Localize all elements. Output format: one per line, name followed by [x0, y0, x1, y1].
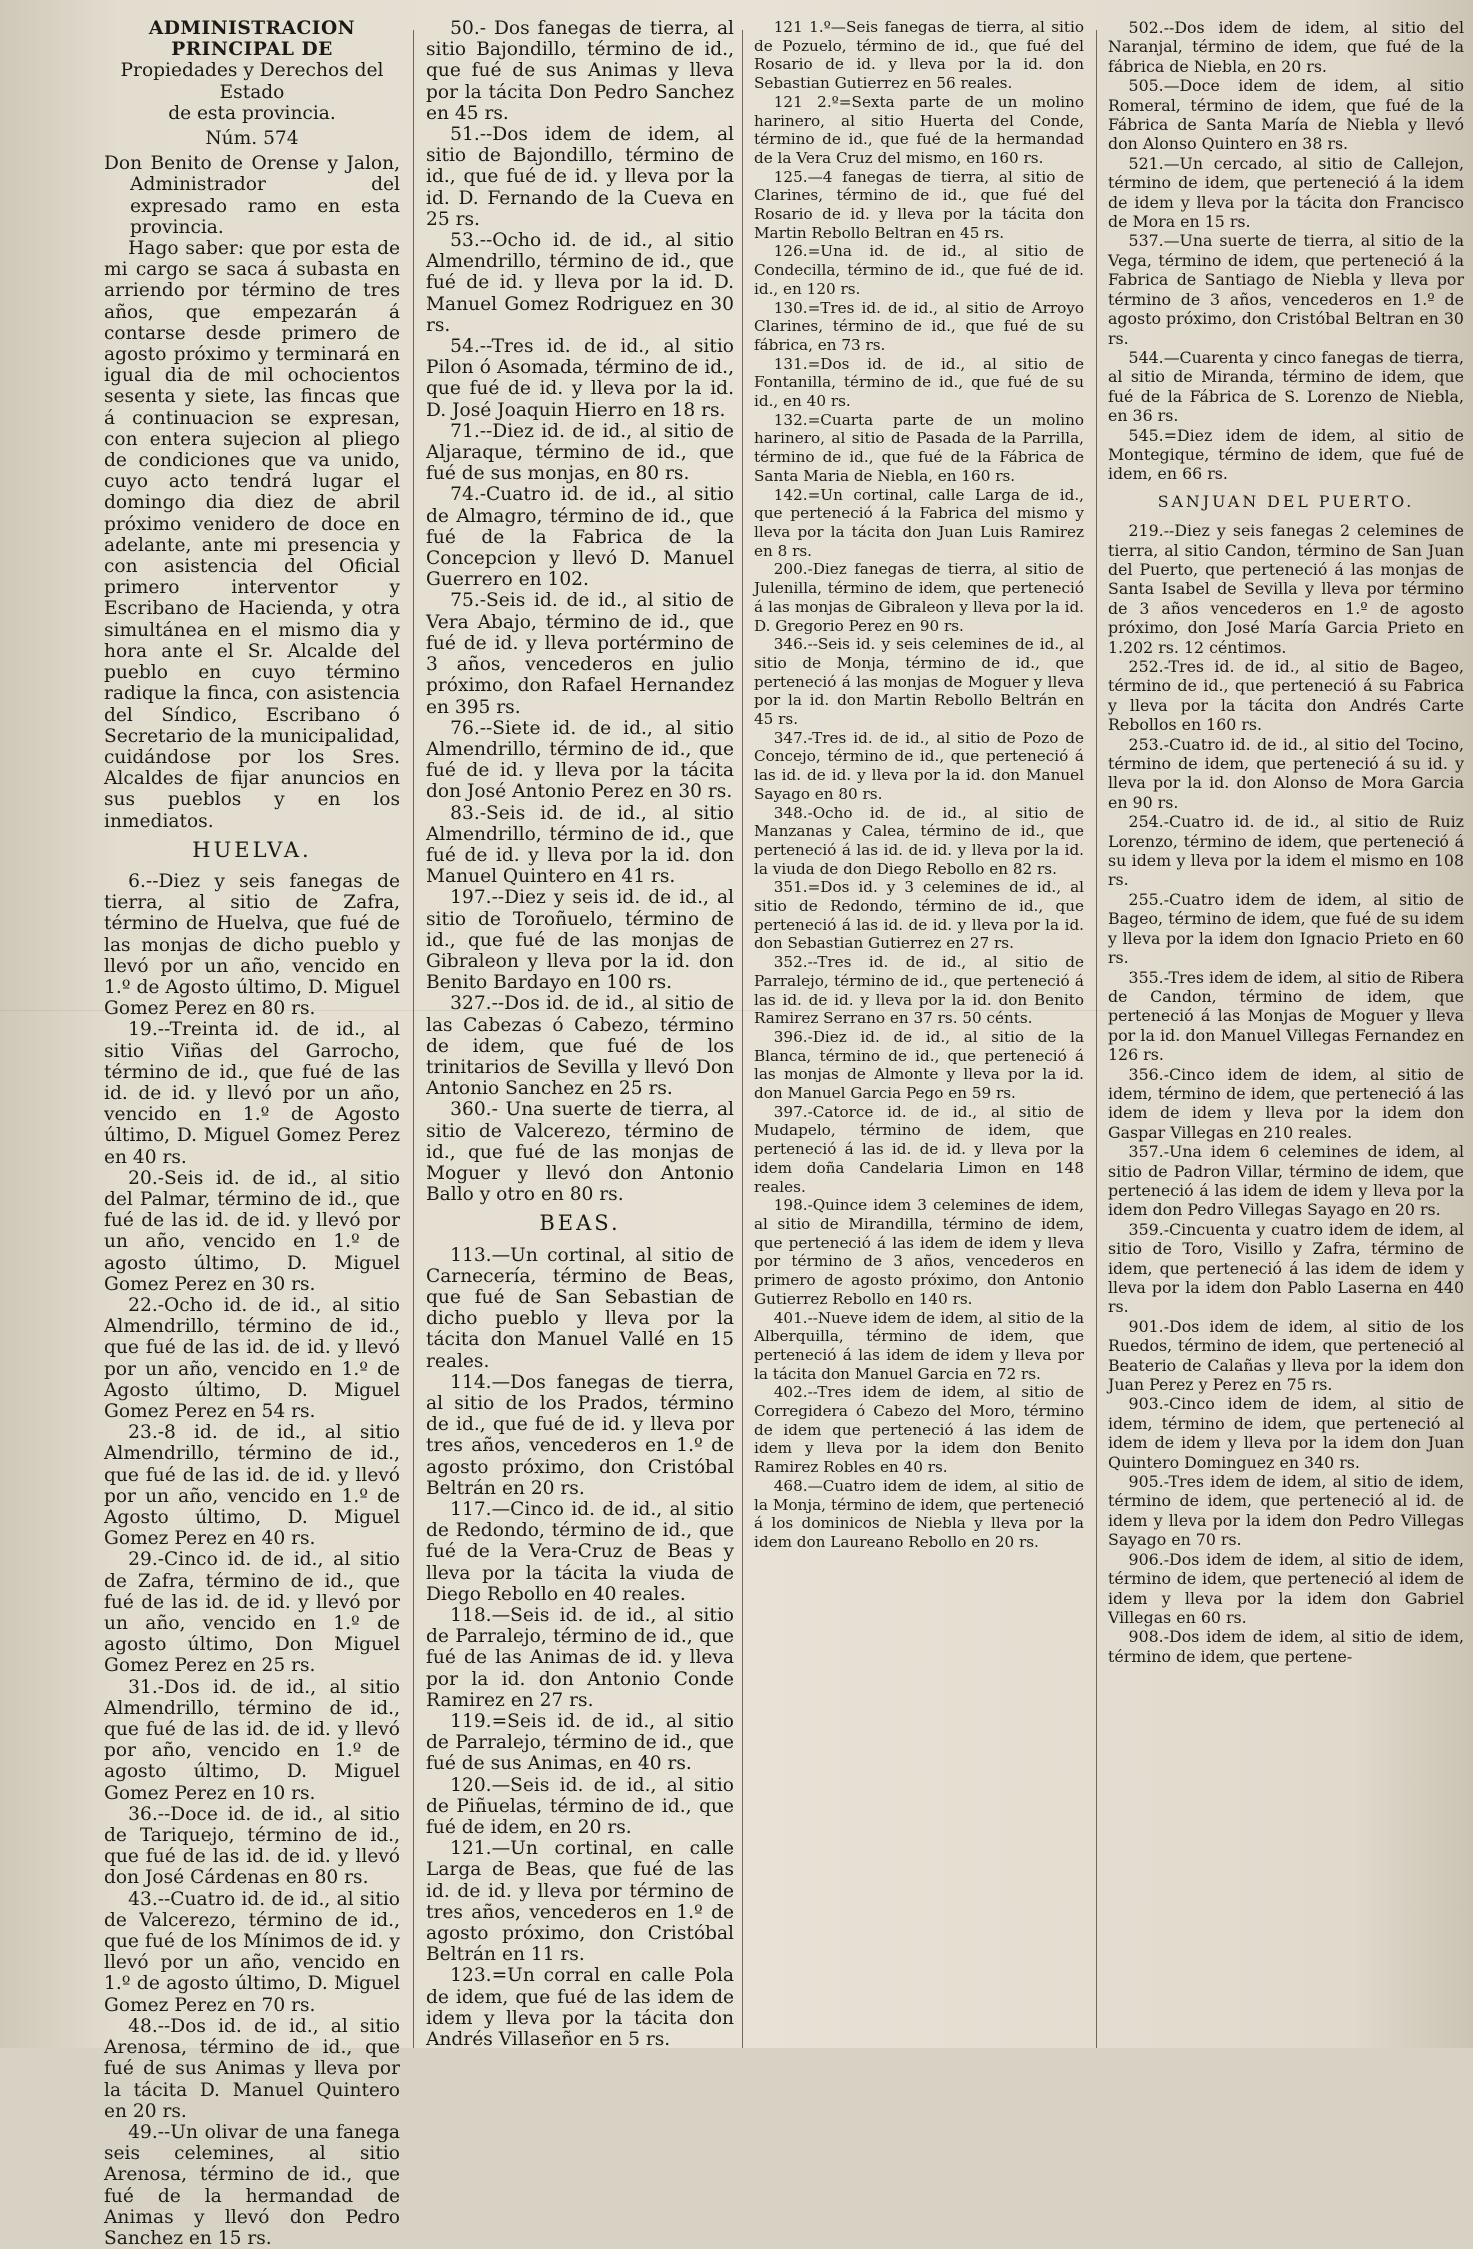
- property-entry: 397.-Catorce id. de id., al sitio de Mudapelo, término de idem, que perteneció á las id. de id. y lleva por la idem doña Candelaria Limon en 148 reales.: [754, 1102, 1084, 1196]
- property-entry: 119.=Seis id. de id., al sitio de Parralejo, término de id., que fué de sus Animas, en 40 rs.: [426, 1711, 734, 1775]
- property-entry: 401.--Nueve idem de idem, al sitio de la Alberquilla, término de idem, que perteneció á las idem de idem y lleva por la tácita don Manuel Garcia en 72 rs.: [754, 1308, 1084, 1383]
- property-entry: 126.=Una id. de id., al sitio de Condecilla, término de id., que fué de id. id., en 120 rs.: [754, 242, 1084, 298]
- property-entry: 54.--Tres id. de id., al sitio Pilon ó Asomada, término de id., que fué de id. y lleva por la id. D. José Joaquin Hierro en 18 rs.: [426, 336, 734, 421]
- property-entry: 905.-Tres idem de idem, al sitio de idem, término de idem, que perteneció al id. de idem y lleva por la idem don Pedro Villegas Sayago en 70 rs.: [1108, 1472, 1464, 1550]
- column-1: [104, 18, 400, 2249]
- property-entry: 121.—Un cortinal, en calle Larga de Beas, que fué de las id. de id. y lleva por término de tres años, vencederos en 1.º de agosto próximo, don Cristóbal Beltrán en 11 rs.: [426, 1838, 734, 1966]
- section-title-beas: BEAS.: [539, 1211, 621, 1236]
- property-entry: 219.--Diez y seis fanegas 2 celemines de tierra, al sitio Candon, término de San Juan del Puerto, que perteneció á las monjas de Santa Isabel de Sevilla y lleva por término de 3 años vencederos en 1.º de agosto próximo, don José María Garcia Prieto en 1.202 rs. 12 céntimos.: [1108, 521, 1464, 657]
- property-entry: 198.-Quince idem 3 celemines de idem, al sitio de Mirandilla, término de idem, que perteneció á las idem de idem y lleva por término de 3 años, vencederos en primero de agosto próximo, don Antonio Gutierrez Rebollo en 140 rs.: [754, 1196, 1084, 1308]
- property-entry: 502.--Dos idem de idem, al sitio del Naranjal, término de idem, que fué de la fábrica de Niebla, en 20 rs.: [1108, 18, 1464, 76]
- property-entry: 901.-Dos idem de idem, al sitio de los Ruedos, término de idem, que perteneció al Beaterio de Calañas y lleva por la idem don Juan Perez y Perez en 75 rs.: [1108, 1316, 1464, 1395]
- huelva-entries-continued: [426, 18, 734, 1205]
- property-entry: 48.--Dos id. de id., al sitio Arenosa, término de id., que fué de sus Animas y lleva por la tácita D. Manuel Quintero en 20 rs.: [104, 2015, 400, 2122]
- property-entry: 906.-Dos idem de idem, al sitio de idem, término de idem, que perteneció al idem de idem y lleva por la idem don Gabriel Villegas en 60 rs.: [1108, 1549, 1464, 1627]
- property-entry: 83.-Seis id. de id., al sitio Almendrillo, término de id., que fué de id. y lleva por la id. don Manuel Quintero en 41 rs.: [426, 802, 734, 888]
- property-entry: 359.-Cincuenta y cuatro idem de idem, al sitio de Toro, Visillo y Zafra, término de idem, que perteneció á las idem de idem y lleva por la idem don Pablo Laserna en 440 rs.: [1108, 1219, 1464, 1317]
- property-entry: 53.--Ocho id. de id., al sitio Almendrillo, término de id., que fué de id. y lleva por la id. D. Manuel Gomez Rodriguez en 30 rs.: [426, 230, 734, 336]
- property-entry: 545.=Diez idem de idem, al sitio de Montegique, término de idem, que fué de idem, en 66 rs.: [1108, 425, 1464, 484]
- property-entry: 23.-8 id. de id., al sitio Almendrillo, término de id., que fué de las id. de id. y llevó por un año, vencido en 1.º de Agosto último, D. Miguel Gomez Perez en 40 rs.: [104, 1422, 400, 1550]
- column-4: [1108, 18, 1464, 2046]
- property-entry: 36.--Doce id. de id., al sitio de Tariquejo, término de id., que fué de las id. de id. y llevó don José Cárdenas en 80 rs.: [104, 1803, 400, 1889]
- property-entry: 142.=Un cortinal, calle Larga de id., que perteneció á la Fabrica del mismo y lleva por la tácita don Juan Luis Ramirez en 8 rs.: [754, 485, 1084, 560]
- notice-number: Núm. 574: [205, 128, 299, 150]
- property-entry: 29.-Cinco id. de id., al sitio de Zafra, término de id., que fué de las id. de id. y llevó por un año, vencido en 1.º de agosto último, Don Miguel Gomez Perez en 25 rs.: [104, 1549, 400, 1677]
- property-entry: 131.=Dos id. de id., al sitio de Fontanilla, término de id., que fué de su id., en 40 rs.: [754, 354, 1084, 411]
- property-entry: 908.-Dos idem de idem, al sitio de idem, término de idem, que pertene-: [1108, 1627, 1464, 1666]
- property-entry: 121 2.º=Sexta parte de un molino harinero, al sitio Huerta del Conde, término de id., que fué de la hermandad de la Vera Cruz del mismo, en 160 rs.: [754, 92, 1084, 167]
- property-entry: 123.=Un corral en calle Pola de idem, que fué de las idem de idem y lleva por la tácita don Andrés Villaseñor en 5 rs.: [426, 1965, 734, 2051]
- huelva-entries: [104, 871, 400, 2249]
- property-entry: 357.-Una idem 6 celemines de idem, al sitio de Padron Villar, término de idem, que perteneció á las idem de idem y lleva por la idem don Pedro Villegas Sayago en 20 rs.: [1108, 1142, 1464, 1220]
- property-entry: 352.--Tres id. de id., al sitio de Parralejo, término de id., que perteneció á las id. de id. y lleva por la id. don Benito Ramirez Serrano en 37 rs. 50 cénts.: [754, 953, 1084, 1028]
- column-2: [426, 18, 734, 2051]
- property-entry: 521.—Un cercado, al sitio de Callejon, término de idem, que perteneció á la idem de idem y lleva por la tácita don Francisco de Mora en 15 rs.: [1108, 153, 1464, 232]
- property-entry: 402.--Tres idem de idem, al sitio de Corregidera ó Cabezo del Moro, término de idem que perteneció á las idem de idem y lleva por la idem don Benito Ramirez Robles en 40 rs.: [754, 1383, 1084, 1477]
- property-entry: 132.=Cuarta parte de un molino harinero, al sitio de Pasada de la Parrilla, término de id., que fué de la Fábrica de Santa Maria de Niebla, en 160 rs.: [754, 410, 1084, 485]
- property-entry: 19.--Treinta id. de id., al sitio Viñas del Garrocho, término de id., que fué de las id. de id. y llevó por un año, vencido en 1.º de Agosto último, D. Miguel Gomez Perez en 40 rs.: [104, 1019, 400, 1168]
- property-entry: 348.-Ocho id. de id., al sitio de Manzanas y Calea, término de id., que perteneció á las id. de id. y lleva por la id. la viuda de don Diego Rebollo en 82 rs.: [754, 803, 1084, 878]
- property-entry: 117.—Cinco id. de id., al sitio de Redondo, término de id., que fué de la Vera-Cruz de Beas y lleva por la tácita la viuda de Diego Rebollo en 40 reales.: [426, 1499, 734, 1605]
- property-entry: 121 1.º—Seis fanegas de tierra, al sitio de Pozuelo, término de id., que fué del Rosario de id. y lleva por la id. don Sebastian Gutierrez en 56 reales.: [754, 18, 1084, 93]
- column-rule: [1096, 30, 1097, 2048]
- property-entry: 113.—Un cortinal, al sitio de Carnecería, término de Beas, que fué de San Sebastian de dicho pueblo y lleva por la tácita don Manuel Vallé en 15 reales.: [426, 1244, 734, 1372]
- property-entry: 120.—Seis id. de id., al sitio de Piñuelas, término de id., que fué de idem, en 20 rs.: [426, 1774, 734, 1839]
- property-entry: 43.--Cuatro id. de id., al sitio de Valcerezo, término de id., que fué de los Mínimos de id. y llevó por un año, vencido en 1.º de agosto último, D. Miguel Gomez Perez en 70 rs.: [104, 1888, 400, 2016]
- property-entry: 20.-Seis id. de id., al sitio del Palmar, término de id., que fué de las id. de id. y llevó por un año, vencido en 1.º de agosto último, D. Miguel Gomez Perez en 30 rs.: [104, 1167, 400, 1295]
- property-entry: 254.-Cuatro id. de id., al sitio de Ruiz Lorenzo, término de idem, que perteneció á su idem y lleva por la idem el mismo en 108 rs.: [1108, 812, 1464, 890]
- property-entry: 50.- Dos fanegas de tierra, al sitio Bajondillo, término de id., que fué de sus Animas y lleva por la tácita Don Pedro Sanchez en 45 rs.: [426, 18, 734, 124]
- property-entry: 537.—Una suerte de tierra, al sitio de la Vega, término de idem, que perteneció á la Fabrica de Santiago de Niebla y lleva por término de 3 años, vencederos en 1.º de agosto próximo, don Cristóbal Beltran en 30 rs.: [1108, 231, 1464, 348]
- property-entry: 75.-Seis id. de id., al sitio de Vera Abajo, término de id., que fué de id. y lleva portérmino de 3 años, vencederos en julio próximo, don Rafael Hernandez en 395 rs.: [426, 590, 734, 718]
- property-entry: 468.—Cuatro idem de idem, al sitio de la Monja, término de idem, que perteneció á los dominicos de Niebla y lleva por la idem don Laureano Rebollo en 20 rs.: [754, 1476, 1084, 1551]
- property-entry: 49.--Un olivar de una fanega seis celemines, al sitio Arenosa, término de id., que fué de la hermandad de Animas y llevó don Pedro Sanchez en 15 rs.: [104, 2121, 400, 2249]
- property-entry: 76.--Siete id. de id., al sitio Almendrillo, término de id., que fué de id. y lleva por la tácita don José Antonio Perez en 30 rs.: [426, 717, 734, 803]
- beas-entries-final: [1108, 18, 1464, 484]
- property-entry: 327.--Dos id. de id., al sitio de las Cabezas ó Cabezo, término de idem, que fué de los trinitarios de Sevilla y llevó Don Antonio Sanchez en 25 rs.: [426, 993, 734, 1100]
- property-entry: 351.=Dos id. y 3 celemines de id., al sitio de Redondo, término de id., que perteneció á las id. de id. y lleva por la id. don Sebastian Gutierrez en 27 rs.: [754, 878, 1084, 953]
- property-entry: 125.—4 fanegas de tierra, al sitio de Clarines, término de id., que fué del Rosario de id. y lleva por la tácita don Martin Rebollo Beltran en 45 rs.: [754, 167, 1084, 242]
- property-entry: 114.—Dos fanegas de tierra, al sitio de los Prados, término de id., que fué de id. y lleva por tres años, vencederos en 1.º de agosto próximo, don Cristóbal Beltrán en 20 rs.: [426, 1371, 734, 1499]
- notice-body: Hago saber: que por esta de mi cargo se saca á subasta en arriendo por término de tres años, que empezarán á contarse desde primero de agosto próximo y terminará en igual dia de mil ochocientos sesenta y siete, las fincas que á continuacion se expresan, con entera sujecion al pliego de condiciones que va unido, cuyo acto tendrá lugar el domingo dia diez de abril próximo venidero de doce en adelante, ante mi presencia y con asistencia del Oficial primero interventor y Escribano de Hacienda, y otra simultánea en el mismo dia y hora ante el Sr. Alcalde del pueblo en cuyo término radique la finca, con asistencia del Síndico, Escribano ó Secretario de la municipalidad, cuidándose por los Sres. Alcaldes de fijar anuncios en sus pueblos y en los inmediatos.: [104, 238, 400, 832]
- property-entry: 252.-Tres id. de id., al sitio de Bageo, término de id., que perteneció á su Fabrica y lleva por la tácita don Andrés Carte Rebollos en 160 rs.: [1108, 657, 1464, 735]
- property-entry: 346.--Seis id. y seis celemines de id., al sitio de Monja, término de id., que perteneció á las monjas de Moguer y lleva por la id. don Martin Rebollo Beltrán en 45 rs.: [754, 635, 1084, 729]
- property-entry: 200.-Diez fanegas de tierra, al sitio de Julenilla, término de idem, que perteneció á las monjas de Gibraleon y lleva por la id. D. Gregorio Perez en 90 rs.: [754, 560, 1084, 635]
- property-entry: 505.—Doce idem de idem, al sitio Romeral, término de idem, que fué de la Fábrica de Santa María de Niebla y llevó don Alonso Quintero en 38 rs.: [1108, 76, 1464, 154]
- property-entry: 355.-Tres idem de idem, al sitio de Ribera de Candon, término de idem, que perteneció á las Monjas de Moguer y lleva por la id. don Manuel Villegas Fernandez en 126 rs.: [1108, 967, 1465, 1065]
- property-entry: 903.-Cinco idem de idem, al sitio de idem, término de idem, que perteneció al idem de idem y lleva por la idem don Juan Quintero Dominguez en 340 rs.: [1108, 1394, 1464, 1472]
- property-entry: 6.--Diez y seis fanegas de tierra, al sitio de Zafra, término de Huelva, que fué de las monjas de dicho pueblo y llevó por un año, vencido en 1.º de Agosto último, D. Miguel Gomez Perez en 80 rs.: [104, 870, 400, 1020]
- column-rule: [413, 30, 414, 2048]
- office-subheading: de esta provincia.: [168, 102, 336, 124]
- office-subheading: Propiedades y Derechos del Estado: [120, 60, 384, 103]
- column-rule: [742, 30, 743, 2048]
- beas-entries-continued: [754, 18, 1084, 1552]
- property-entry: 22.-Ocho id. de id., al sitio Almendrillo, término de id., que fué de las id. de id. y llevó por un año, vencido en 1.º de Agosto último, D. Miguel Gomez Perez en 54 rs.: [104, 1294, 400, 1422]
- property-entry: 255.-Cuatro idem de idem, al sitio de Bageo, término de idem, que fué de su idem y lleva por la idem don Ignacio Prieto en 60 rs.: [1108, 889, 1464, 968]
- section-title-huelva: HUELVA.: [192, 837, 312, 862]
- section-title-sanjuan: SANJUAN DEL PUERTO.: [1157, 491, 1415, 511]
- property-entry: 74.-Cuatro id. de id., al sitio de Almagro, término de id., que fué de la Fabrica de la Concepcion y llevó D. Manuel Guerrero en 102.: [426, 484, 734, 591]
- beas-entries: [426, 1245, 734, 2051]
- property-entry: 253.-Cuatro id. de id., al sitio del Tocino, término de idem, que perteneció á su id. y lleva por la id. don Alonso de Mora Garcia en 90 rs.: [1108, 734, 1464, 812]
- notice-intro: Don Benito de Orense y Jalon, Administrador del expresado ramo en esta provincia.: [104, 153, 400, 238]
- property-entry: 347.-Tres id. de id., al sitio de Pozo de Concejo, término de id., que perteneció á las id. de id. y lleva por la id. don Manuel Sayago en 80 rs.: [754, 728, 1084, 803]
- property-entry: 356.-Cinco idem de idem, al sitio de idem, término de idem, que perteneció á las idem de idem y lleva por la idem don Gaspar Villegas en 210 reales.: [1108, 1064, 1464, 1142]
- property-entry: 118.—Seis id. de id., al sitio de Parralejo, término de id., que fué de las Animas de id. y lleva por la id. don Antonio Conde Ramirez en 27 rs.: [426, 1605, 734, 1711]
- office-heading: ADMINISTRACION PRINCIPAL DE: [148, 18, 356, 61]
- property-entry: 396.-Diez id. de id., al sitio de la Blanca, término de id., que perteneció á las monjas de Almonte y lleva por la id. don Manuel Garcia Pego en 59 rs.: [754, 1027, 1084, 1103]
- property-entry: 31.-Dos id. de id., al sitio Almendrillo, término de id., que fué de las id. de id. y llevó por año, vencido en 1.º de agosto último, D. Miguel Gomez Perez en 10 rs.: [104, 1676, 400, 1804]
- property-entry: 544.—Cuarenta y cinco fanegas de tierra, al sitio de Miranda, término de idem, que fué de la Fábrica de S. Lorenzo de Niebla, en 36 rs.: [1108, 347, 1464, 426]
- sanjuan-entries: [1108, 521, 1464, 1666]
- property-entry: 360.- Una suerte de tierra, al sitio de Valcerezo, término de id., que fué de las monjas de Moguer y llevó don Antonio Ballo y otro en 80 rs.: [426, 1099, 734, 1206]
- property-entry: 71.--Diez id. de id., al sitio de Aljaraque, término de id., que fué de sus monjas, en 80 rs.: [426, 420, 734, 485]
- column-3: [754, 18, 1084, 2046]
- property-entry: 197.--Diez y seis id. de id., al sitio de Toroñuelo, término de id., que fué de las monjas de Gibraleon y lleva por la id. don Benito Bardayo en 100 rs.: [426, 887, 734, 994]
- property-entry: 51.--Dos idem de idem, al sitio de Bajondillo, término de id., que fué de id. y lleva por la id. D. Fernando de la Cueva en 25 rs.: [426, 124, 734, 230]
- property-entry: 130.=Tres id. de id., al sitio de Arroyo Clarines, término de id., que fué de su fábrica, en 73 rs.: [754, 298, 1084, 354]
